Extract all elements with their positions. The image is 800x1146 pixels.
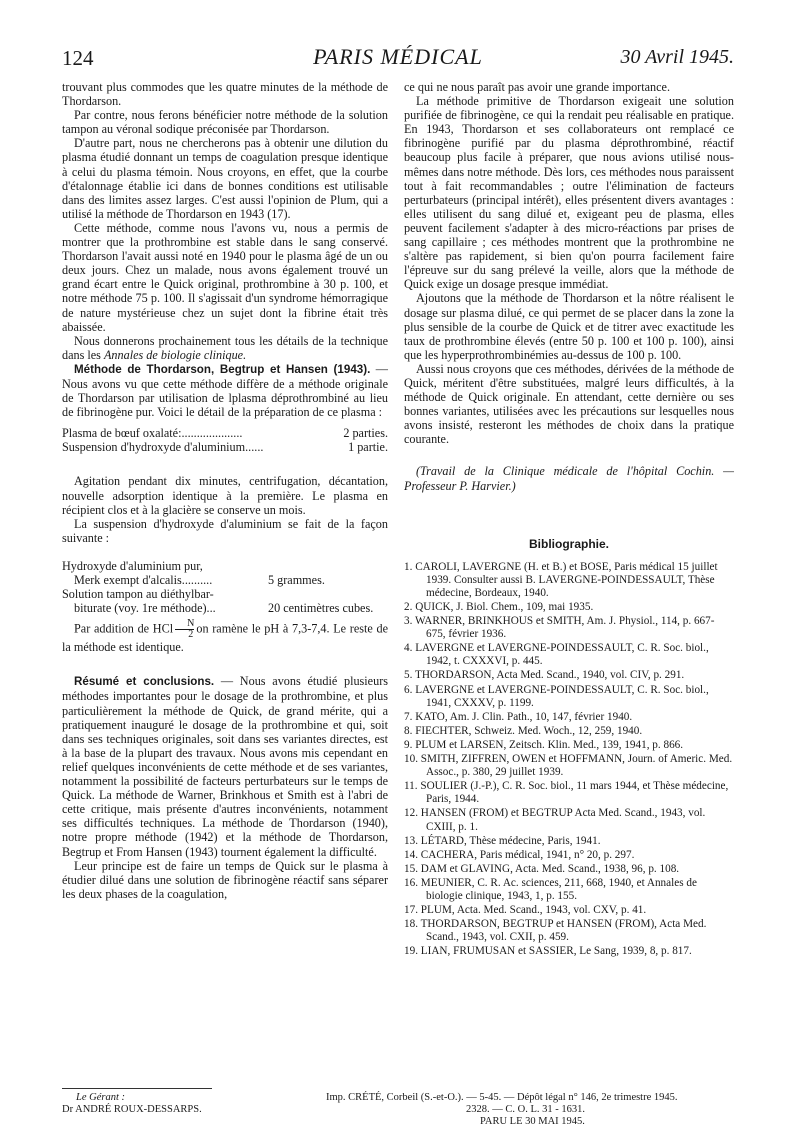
recipe-value: 5 grammes. [268, 573, 325, 587]
bibliography-entry: 14. CACHERA, Paris médical, 1941, n° 20, p. 297. [404, 848, 635, 861]
recipe-label: Solution tampon au diéthylbar- [62, 587, 214, 602]
paragraph: ce qui ne nous paraît pas avoir une grande importance. [404, 80, 670, 94]
printer-info [326, 1092, 734, 1128]
bibliography-list [404, 561, 734, 959]
bibliography-entry: 7. KATO, Am. J. Clin. Path., 10, 147, février 1940. [404, 710, 633, 723]
paragraph: Aussi nous croyons que ces méthodes, dérivées de la méthode de Quick, méritent d'être substituées, malgré leurs difficultés, à la méthode de Quick originale. En attendant, cette dernière ou ses bonnes variantes, utilisées avec les précautions sur lesquelles nous avons insisté, resteront les méthodes de choix dans la pratique courante. [404, 361, 734, 447]
page-number: 124 [62, 46, 94, 70]
recipe-label: Suspension d'hydroxyde d'aluminium...... [62, 440, 264, 455]
fraction [175, 619, 194, 640]
bibliography-entry: 18. THORDARSON, BEGTRUP et HANSEN (FROM), Acta Med. Scand., 1943, vol. CXII, p. 459. [404, 918, 707, 944]
bibliography-entry: 12. HANSEN (FROM) et BEGTRUP Acta Med. Scand., 1943, vol. CXIII, p. 1. [404, 807, 706, 833]
section-heading: Résumé et conclusions. [74, 675, 215, 689]
section-text: — Nous avons étudié plusieurs méthodes importantes pour le dosage de la prothrombine, et plus particulièrement la méthode de Quick, de grand mérite, qui a pratiquement inauguré le dosage de la prothrombine et qui, soit dans ses techniques originales, soit dans ses variantes directes, est à la base de la plupart des travaux. Nous avons mis cependant en relief quelques inconvénients de cette méthode et de ses variantes, notamment la possibilité de facteurs perturbateurs sur le temps de Quick. La méthode de Warner, Brinkhous et Smith est à l'abri de cette critique, mais présente d'autres inconvénients, notamment ses difficultés techniques. La méthode de Thordarson (1940), notre propre méthode (1942) et la méthode de Thordarson, Begtrup et From Hansen (1943) tournent également la difficulté. [62, 674, 388, 859]
recipe-label: Plasma de bœuf oxalaté:.................... [62, 426, 243, 441]
bibliography-entry: 6. LAVERGNE et LAVERGNE-POINDESSAULT, C. R. Soc. biol., 1941, CXXXV, p. 1199. [404, 683, 709, 709]
recipe-label: Merk exempt d'alcalis.......... [74, 573, 213, 587]
recipe-row [62, 573, 388, 587]
publisher-info [62, 1092, 202, 1116]
page-header [62, 44, 734, 74]
paragraph-text: on ramène le pH à 7,3-7,4. Le reste de la méthode est identique. [62, 621, 388, 655]
bibliography-entry: 5. THORDARSON, Acta Med. Scand., 1940, vol. CIV, p. 291. [404, 669, 685, 682]
left-column [62, 80, 388, 901]
paragraph: La méthode primitive de Thordarson exigeait une solution purifiée de fibrinogène, ce qui la rendait peu réalisable en pratique. En 1943, Thordarson et ses collaborateurs ont remplacé ce fibrinogène purifié par du plasma déprothrombiné, réactif beaucoup plus facile à préparer, que nous avions utilisé nous-mêmes dans notre méthode. Dès lors, ces méthodes nous paraissent tout à fait recommandables ; outre l'élimination de facteurs perturbateurs (principal intérêt), elles présentent divers avantages : elles utilisent du sang dilué et, exigeant peu de plasma, elles peuvent facilement s'adapter à des micro-réactions par prises de sang capillaire ; ces méthodes montrent que la prothrombine ne s'altère pas rapidement, si bien qu'on pourra facilement faire l'épreuve sur du sang prélevé la veille, alors que la méthode de Quick exige un dosage presque immédiat. [404, 94, 734, 292]
recipe-row [62, 426, 388, 440]
gerant-label: Le Gérant : [76, 1092, 125, 1103]
bibliography-entry: 19. LIAN, FRUMUSAN et SASSIER, Le Sang, 1939, 8, p. 817. [404, 945, 692, 958]
bibliography-entry: 17. PLUM, Acta. Med. Scand., 1943, vol. CXV, p. 41. [404, 904, 647, 917]
affiliation-note: (Travail de la Clinique médicale de l'hôpital Cochin. — Professeur P. Harvier.) [404, 464, 734, 493]
section [62, 674, 388, 858]
bibliography-entry: 2. QUICK, J. Biol. Chem., 109, mai 1935. [404, 601, 594, 613]
paragraph: Par contre, nous ferons bénéficier notre méthode de la solution tampon au véronal sodique préconisée par Thordarson. [62, 108, 388, 137]
paragraph: Agitation pendant dix minutes, centrifugation, décantation, nouvelle adsorption identique à la première. Le plasma en récipient clos et à la glacière se conserve un mois. [62, 474, 388, 517]
recipe-row [62, 587, 388, 601]
printer-line: 2328. — C. O. L. 31 - 1631. [466, 1104, 585, 1115]
section [62, 362, 388, 419]
paragraph-text: Nous donnerons prochainement tous les détails de la technique dans les [62, 333, 388, 362]
bibliography-entry: 16. MEUNIER, C. R. Ac. sciences, 211, 668, 1940, et Annales de biologie clinique, 1943, 1, p. 155. [404, 876, 697, 902]
recipe-label: Hydroxyde d'aluminium pur, [62, 558, 203, 573]
paragraph-text: Par addition de HCl [74, 621, 174, 636]
hydroxyde-recipe [62, 559, 388, 615]
paragraph: La suspension d'hydroxyde d'aluminium se fait de la façon suivante : [62, 516, 388, 545]
paragraph: Ajoutons que la méthode de Thordarson et la nôtre réalisent le dosage sur plasma dilué, ce qui permet de se placer dans la zone la plus sensible de la courbe de Quick et de titrer avec exactitude les taux de prothrombine élevés (entre 50 p. 100 et 100 p. 100), ainsi que les hyperprothrombinémies au-dessus de 100 p. 100. [404, 291, 734, 362]
paragraph: Leur principe est de faire un temps de Quick sur le plasma à étudier dilué dans une solution de fibrinogène réactif sans séparer les deux phases de la coagulation, [62, 858, 388, 901]
bibliography-entry: 11. SOULIER (J.-P.), C. R. Soc. biol., 11 mars 1944, et Thèse médecine, Paris, 1944. [404, 780, 729, 806]
bibliography-title: Bibliographie. [528, 536, 609, 551]
paragraph: trouvant plus commodes que les quatre minutes de la méthode de Thordarson. [62, 80, 388, 109]
recipe-label: biturate (voy. 1re méthode)... [74, 601, 216, 616]
paragraph [62, 619, 388, 654]
bibliography-entry: 3. WARNER, BRINKHOUS et SMITH, Am. J. Physiol., 114, p. 667-675, février 1936. [404, 615, 715, 641]
journal-title: PARIS MÉDICAL [313, 44, 483, 69]
bibliography-entry: 9. PLUM et LARSEN, Zeitsch. Klin. Med., 139, 1941, p. 866. [404, 738, 684, 751]
recipe-row [62, 559, 388, 573]
bibliography-entry: 4. LAVERGNE et LAVERGNE-POINDESSAULT, C. R. Soc. biol., 1942, t. CXXXVI, p. 445. [404, 642, 709, 668]
recipe-row [62, 440, 388, 454]
section-text: — Nous avons vu que cette méthode diffère de a méthode originale de Thordarson par utilisation de lplasma déprothrombiné au lieu de fibrinogène pur. Voici le détail de la préparation de ce plasma : [62, 361, 388, 420]
paragraph: D'autre part, nous ne chercherons pas à obtenir une dilution du plasma étudié donnant un temps de coagulation presque identique à celui du plasma témoin. Nous croyons, en effet, que la courbe d'étalonnage établie ici dans de bonnes conditions est utilisable dans des limites assez larges. C'est aussi l'opinion de Plum, qui a utilisé la méthode de Thordarson en 1943 (17). [62, 136, 388, 221]
bibliography-entry: 1. CAROLI, LAVERGNE (H. et B.) et BOSE, Paris médical 15 juillet 1939. Consulter aussi B. LAVERGNE-POINDESSAULT, Thèse médecine, Bordeaux, 1940. [404, 560, 718, 599]
bibliography-entry: 10. SMITH, ZIFFREN, OWEN et HOFFMANN, Journ. of Americ. Med. Assoc., p. 380, 29 juillet 1939. [404, 753, 733, 779]
bibliography-entry: 8. FIECHTER, Schweiz. Med. Woch., 12, 259, 1940. [404, 724, 643, 737]
paragraph [62, 334, 388, 362]
section-heading: Méthode de Thordarson, Begtrup et Hansen (1943). [74, 362, 371, 376]
bibliography-entry: 13. LÉTARD, Thèse médecine, Paris, 1941. [404, 834, 601, 847]
printer-line: Imp. CRÉTÉ, Corbeil (S.-et-O.). — 5-45. — Dépôt légal n° 146, 2e trimestre 1945. [326, 1092, 678, 1103]
issue-date: 30 Avril 1945. [620, 46, 734, 68]
paragraph: Cette méthode, comme nous l'avons vu, nous a permis de montrer que la prothrombine est stable dans le sang conservé. Thordarson l'avait aussi noté en 1940 pour le plasma âgé de un ou deux jours. Chez un malade, nous avons également trouvé un grand écart entre le Quick original, prothrombine à 30 p. 100, et notre méthode 75 p. 100. Il s'agissait d'un syndrome hémorragique de nature mystérieuse chez un sujet dont la fibrine était très abaissée. [62, 220, 388, 334]
right-column [404, 80, 734, 959]
fraction-denominator: 2 [188, 629, 194, 641]
recipe-value: 2 parties. [343, 426, 388, 441]
recipe-value: 1 partie. [348, 440, 388, 455]
footer-rule [62, 1088, 212, 1089]
printer-line: PARU LE 30 MAI 1945. [480, 1116, 585, 1127]
gerant-name: Dr ANDRÉ ROUX-DESSARPS. [62, 1104, 202, 1115]
journal-reference: Annales de biologie clinique. [103, 347, 247, 362]
recipe-list [62, 426, 388, 454]
recipe-row [62, 601, 388, 615]
bibliography-entry: 15. DAM et GLAVING, Acta. Med. Scand., 1938, 96, p. 108. [404, 862, 680, 875]
recipe-value: 20 centimètres cubes. [268, 601, 374, 616]
fraction-numerator: N [175, 619, 194, 630]
